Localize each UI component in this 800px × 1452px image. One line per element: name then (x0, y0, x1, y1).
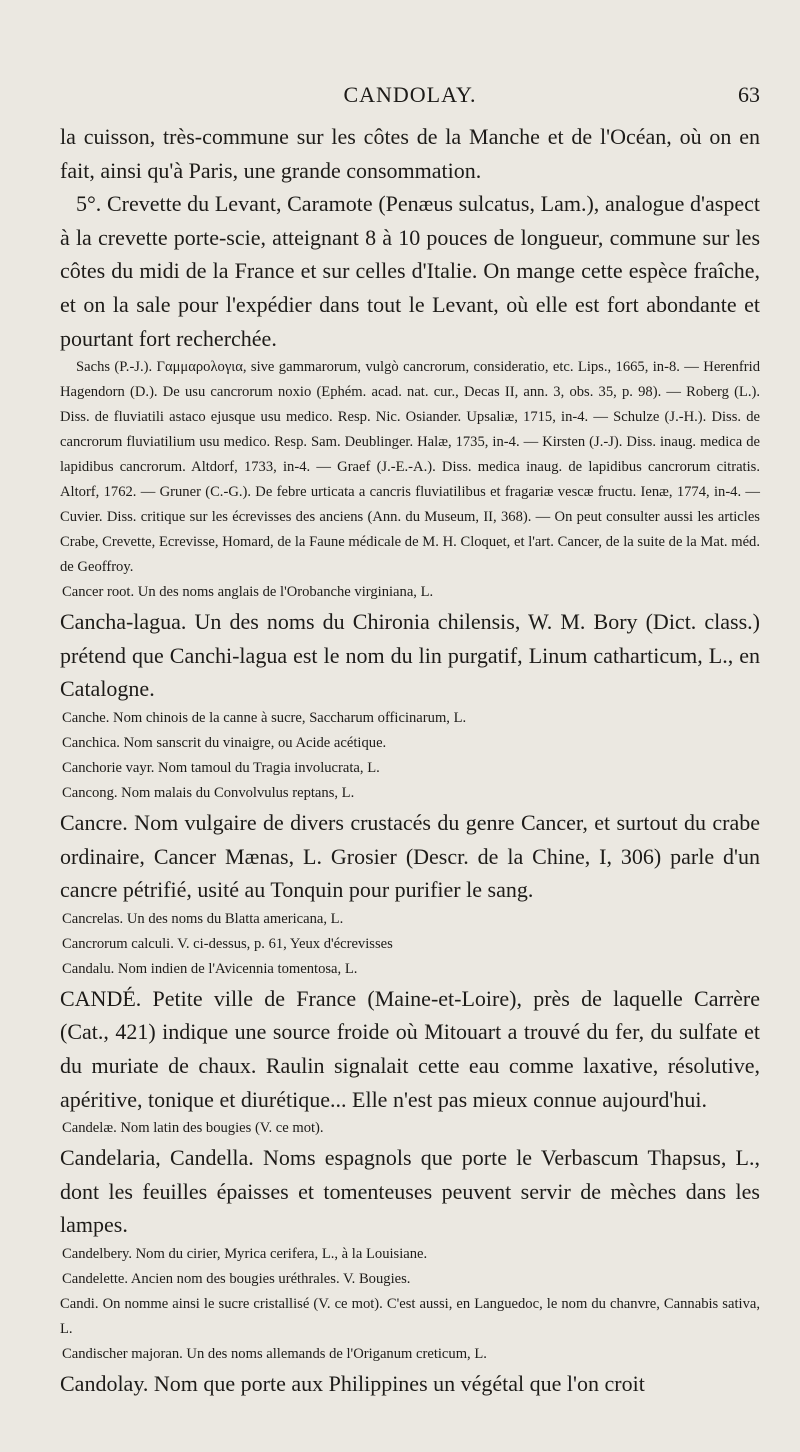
page-number: 63 (738, 82, 760, 107)
entry-candelae: Candelæ. Nom latin des bougies (V. ce mot). (62, 1120, 324, 1137)
entry-cande: CANDÉ. Petite ville de France (Maine-et-Loire), près de laquelle Carrère (Cat., 421) indique une source froide où Mitouart a trouvé du fer, du sulfate et du muriate de chaux. Raulin signalait cette eau comme laxative, résolutive, apéritive, tonique et diurétique... Elle n'est pas mieux connue aujourd'hui. (60, 985, 760, 1112)
entry-candelbery: Candelbery. Nom du cirier, Myrica cerifera, L., à la Louisiane. (62, 1245, 428, 1262)
entry-candi: Candi. On nomme ainsi le sucre cristallisé (V. ce mot). C'est aussi, en Languedoc, le nom du chanvre, Cannabis sativa, L. (60, 1295, 760, 1337)
bibliography-references: Sachs (P.-J.). Γαμμαρολογια, sive gammarorum, vulgò cancrorum, consideratio, etc. Lips., 1665, in-8. — Herenfrid Hagendorn (D.). De usu cancrorum noxio (Ephém. acad. nat. cur., Decas II, ann. 3, obs. 35, p. 98). — Roberg (L.). Diss. de fluviatili astaco ejusque usu medico. Resp. Nic. Osiander. Upsaliæ, 1715, in-4. — Schulze (J.-H.). Diss. de cancrorum fluviatilium usu medico. Resp. Sam. Deublinger. Halæ, 1735, in-4. — Kirsten (J.-J). Diss. inaug. medica de lapidibus cancrorum. Altdorf, 1733, in-4. — Graef (J.-E.-A.). Diss. medica inaug. de lapidibus cancrorum citratis. Altorf, 1762. — Gruner (C.-G.). De febre urticata a cancris fluviatilibus et fragariæ vescæ fructu. Ienæ, 1774, in-4. — Cuvier. Diss. critique sur les écrevisses des anciens (Ann. du Museum, II, 368). — On peut consulter aussi les articles Crabe, Crevette, Ecrevisse, Homard, de la Faune médicale de M. H. Cloquet, et l'art. Cancer, de la suite de la Mat. méd. de Geoffroy. (60, 359, 760, 576)
entry-crevette-continuation: la cuisson, très-commune sur les côtes de la Manche et de l'Océan, où on en fait, ainsi qu'à Paris, une grande consommation. (60, 124, 760, 183)
running-title: CANDOLAY. (343, 82, 477, 107)
entry-candalu: Candalu. Nom indien de l'Avicennia tomentosa, L. (62, 960, 358, 977)
entry-cancrelas: Cancrelas. Un des noms du Blatta americana, L. (62, 910, 344, 927)
entry-cancrorum-calculi: Cancrorum calculi. V. ci-dessus, p. 61, Yeux d'écrevisses (62, 935, 393, 952)
entry-cancer-root: Cancer root. Un des noms anglais de l'Orobanche virginiana, L. (62, 584, 434, 601)
entry-candelette: Candelette. Ancien nom des bougies uréthrales. V. Bougies. (62, 1270, 411, 1287)
entry-crevette-du-levant: 5°. Crevette du Levant, Caramote (Penæus sulcatus, Lam.), analogue d'aspect à la crevette porte-scie, atteignant 8 à 10 pouces de longueur, commune sur les côtes du midi de la France et sur celles d'Italie. On mange cette espèce fraîche, et on la sale pour l'expédier dans tout le Levant, où elle est fort abondante et pourtant fort recherchée. (60, 191, 760, 351)
page-header (60, 82, 760, 116)
entry-cancong: Cancong. Nom malais du Convolvulus reptans, L. (62, 784, 355, 801)
entry-candischer-majoran: Candischer majoran. Un des noms allemands de l'Origanum creticum, L. (62, 1345, 487, 1362)
entry-candelaria: Candelaria, Candella. Noms espagnols que porte le Verbascum Thapsus, L., dont les feuilles épaisses et tomenteuses peuvent servir de mèches dans les lampes. (60, 1145, 760, 1238)
entry-canchica: Canchica. Nom sanscrit du vinaigre, ou Acide acétique. (62, 734, 387, 751)
entry-candolay: Candolay. Nom que porte aux Philippines un végétal que l'on croit (60, 1370, 645, 1396)
entry-cancha-lagua: Cancha-lagua. Un des noms du Chironia chilensis, W. M. Bory (Dict. class.) prétend que Canchi-lagua est le nom du lin purgatif, Linum catharticum, L., en Catalogne. (60, 609, 760, 702)
entry-cancre: Cancre. Nom vulgaire de divers crustacés du genre Cancer, et surtout du crabe ordinaire, Cancer Mænas, L. Grosier (Descr. de la Chine, I, 306) parle d'un cancre pétrifié, usité au Tonquin pour purifier le sang. (60, 809, 760, 903)
entry-canche: Canche. Nom chinois de la canne à sucre, Saccharum officinarum, L. (62, 709, 467, 726)
entry-canchorie-vayr: Canchorie vayr. Nom tamoul du Tragia involucrata, L. (62, 759, 380, 776)
